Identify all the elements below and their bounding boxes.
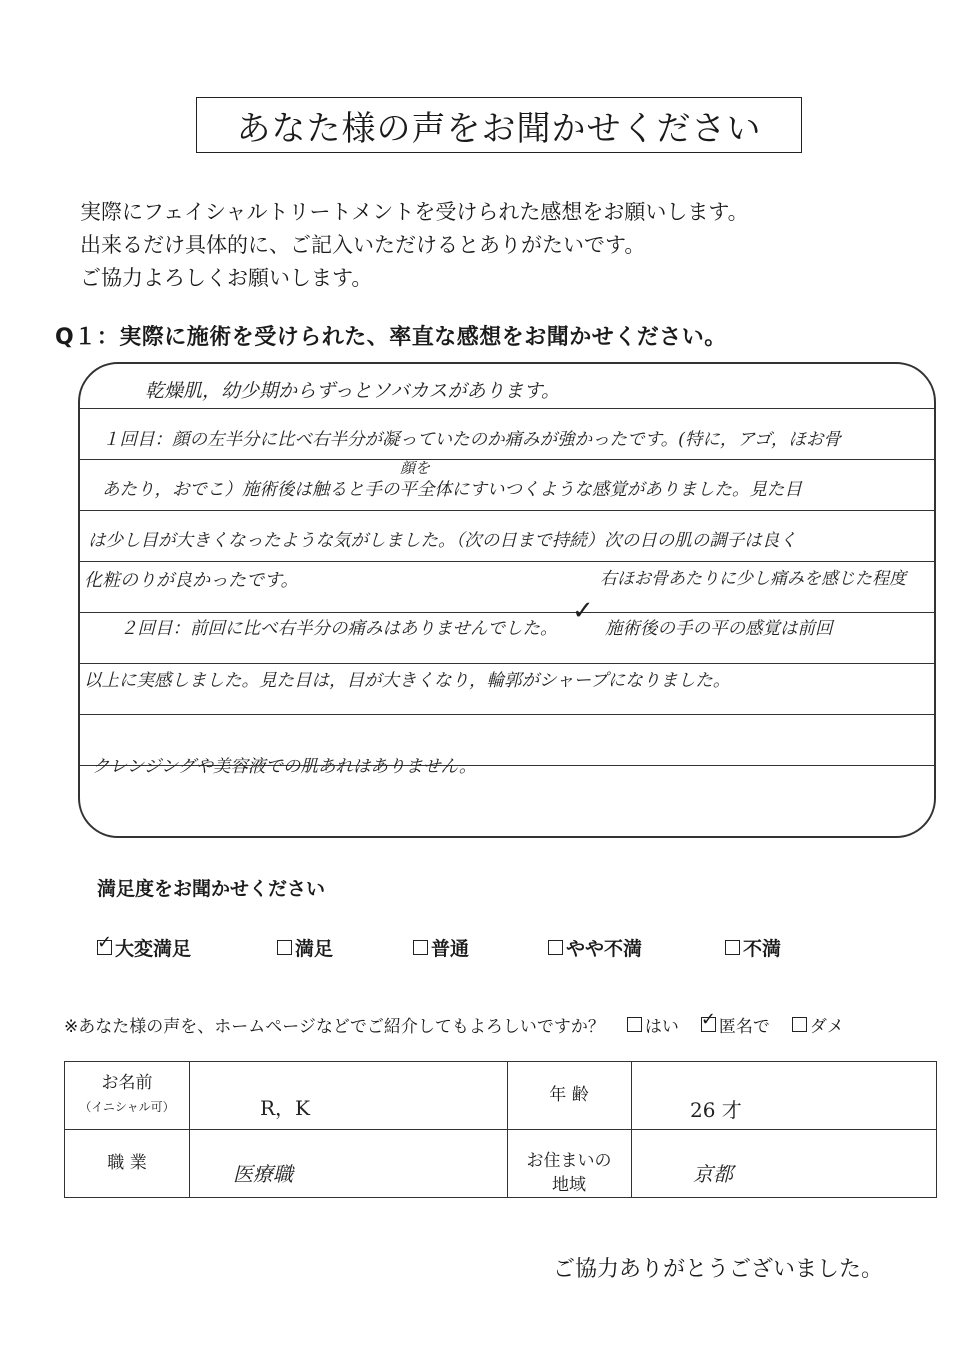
thanks-text: ご協力ありがとうございました。 [553,1257,884,1282]
satisfaction-option-unsatisfied[interactable] [725,934,781,961]
satisfaction-option-satisfied[interactable] [277,934,333,961]
insert-mark-icon: ✓ [572,596,594,626]
name-label: お名前 [101,1073,153,1093]
option-label: 不満 [743,938,782,960]
intro-line-1: 実際にフェイシャルトリートメントを受けられた感想をお願いします。 [80,200,749,224]
age-label: 年 齢 [549,1085,589,1105]
answer-line-7: 以上に実感しました。見た目は，目が大きくなり，輪郭がシャープになりました。 [84,671,731,691]
ruled-line [80,612,934,613]
intro-line-2: 出来るだけ具体的に、ご記入いただけるとありがたいです。 [80,233,646,257]
age-value[interactable]: 26 才 [690,1098,742,1122]
name-sublabel: （イニシャル可） [79,1100,175,1114]
answer-line-6b: 施術後の手の平の感覚は前回 [605,619,833,639]
info-table [64,1061,937,1198]
satisfaction-option-neutral[interactable] [413,934,469,961]
job-label: 職 業 [107,1153,147,1173]
consent-option-no[interactable] [792,1012,844,1037]
option-label: やや不満 [566,938,643,960]
area-label: お住まいの [526,1151,612,1171]
checkbox-icon[interactable] [627,1017,642,1032]
checkbox-checked-icon[interactable] [701,1017,716,1032]
checkbox-icon[interactable] [792,1017,807,1032]
answer-line-2: １回目：顔の左半分に比べ右半分が凝っていたのか痛みが強かったです。(特に，アゴ，ほお骨 [102,430,841,450]
answer-insert: 顔を [400,459,431,477]
answer-box [78,362,936,838]
option-label: 満足 [295,938,334,960]
consent-option-yes[interactable] [627,1012,679,1037]
satisfaction-option-somewhat-unsatisfied[interactable] [548,934,642,961]
checkbox-icon[interactable] [725,940,740,955]
checkbox-checked-icon[interactable] [97,940,112,955]
job-value[interactable]: 医療職 [233,1162,293,1186]
checkbox-icon[interactable] [548,940,563,955]
intro-text [80,196,749,295]
ruled-line [80,561,934,562]
ruled-line [80,510,934,511]
consent-option-anonymous[interactable] [701,1012,770,1037]
answer-line-9: クレンジングや美容液での肌あれはありません。 [92,757,477,777]
ruled-line [80,408,934,409]
answer-line-1: 乾燥肌，幼少期からずっとソバカスがあります。 [145,380,560,402]
answer-line-3: あたり，おでこ）施術後は触ると手の平全体にすいつくような感覚がありました。見た目 [102,480,802,500]
question-1: Q１：実際に施術を受けられた、率直な感想をお聞かせください。 [55,325,727,350]
area-value[interactable]: 京都 [693,1162,733,1186]
option-label: 匿名で [718,1017,770,1037]
consent-question: ※あなた様の声を、ホームページなどでご紹介してもよろしいですか？ [64,1017,605,1037]
name-value[interactable]: R，K [260,1096,310,1120]
form-title: あなた様の声をお聞かせください [196,97,802,153]
checkbox-icon[interactable] [413,940,428,955]
area-label-2: 地域 [552,1175,586,1195]
answer-line-5: 化粧のりが良かったです。 [84,570,299,591]
satisfaction-option-very-satisfied[interactable] [97,934,191,961]
checkbox-icon[interactable] [277,940,292,955]
intro-line-3: ご協力よろしくお願いします。 [80,266,373,290]
answer-note: 右ほお骨あたりに少し痛みを感じた程度 [600,569,906,589]
answer-line-6: ２回目：前回に比べ右半分の痛みはありませんでした。 [120,619,558,639]
option-label: 普通 [431,938,470,960]
consent-row [64,1012,844,1037]
option-label: はい [644,1017,679,1037]
ruled-line [80,714,934,715]
option-label: 大変満足 [115,938,192,960]
ruled-line [80,663,934,664]
ruled-line [80,459,934,460]
satisfaction-title: 満足度をお聞かせください [97,878,326,900]
option-label: ダメ [809,1017,844,1037]
table-divider [65,1129,936,1130]
answer-line-4: は少し目が大きくなったような気がしました。（次の日まで持続）次の日の肌の調子は良く [88,531,797,551]
